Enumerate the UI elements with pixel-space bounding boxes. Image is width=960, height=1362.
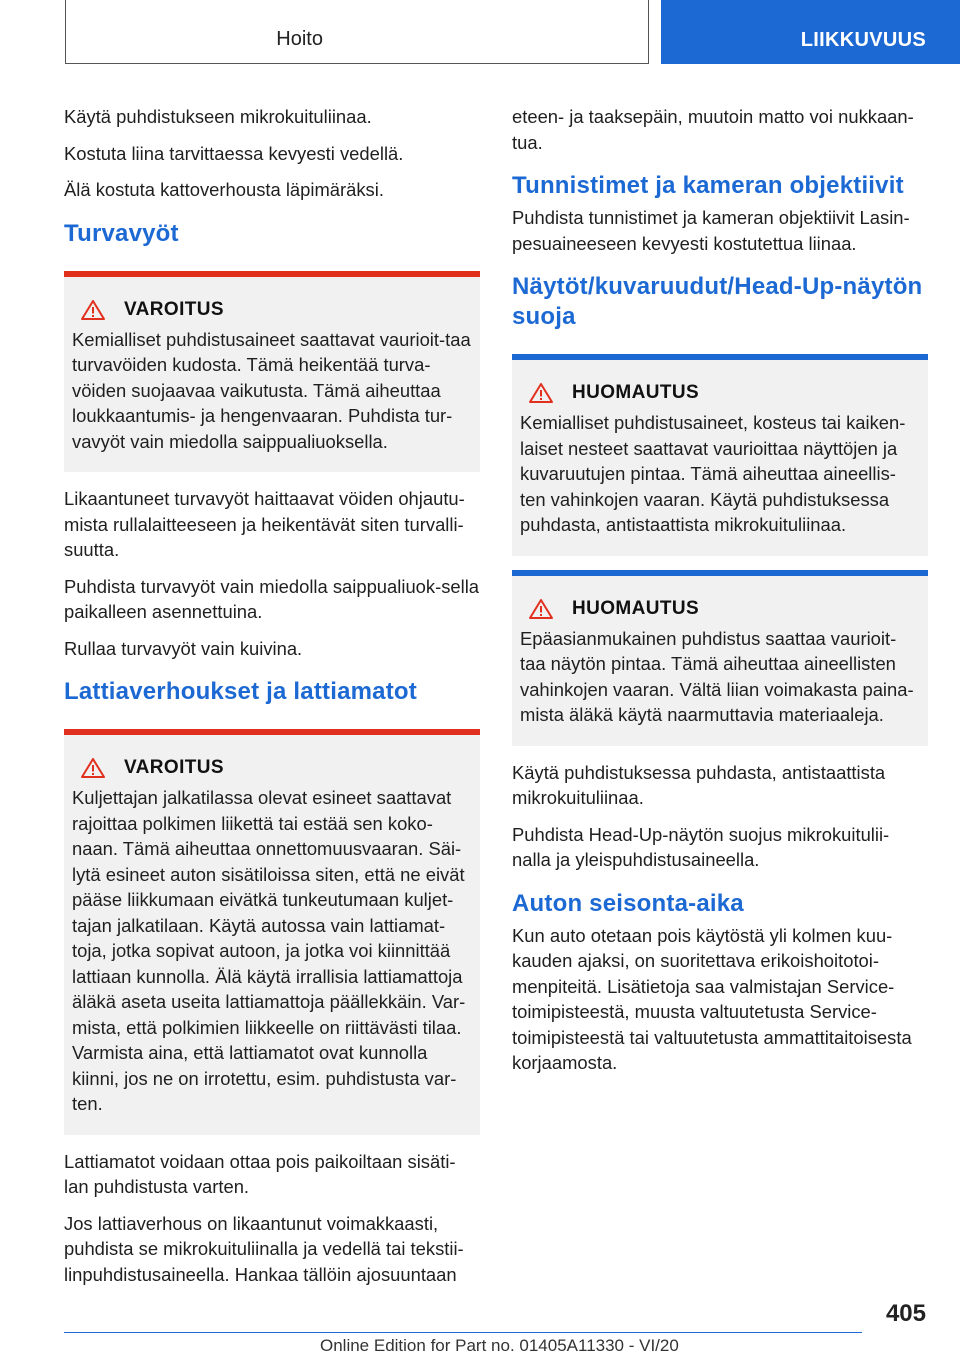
chapter-tab[interactable]: LIIKKUVUUS <box>661 0 960 64</box>
warning-triangle-icon <box>80 757 106 779</box>
footer-edition: Online Edition for Part no. 01405A11330 - VI/20 <box>320 1336 679 1355</box>
heading-floor: Lattiaverhoukset ja lattiamatot <box>64 678 417 705</box>
heading-sensors: Tunnistimet ja kameran objektiivit <box>512 172 904 199</box>
notice-box-displays-2 <box>512 570 928 746</box>
warning-title: VAROITUS <box>124 298 224 320</box>
paragraph: eteen- ja taaksepäin, muutoin matto voi nukkaan‐tua. <box>512 106 914 153</box>
paragraph: Kun auto otetaan pois käytöstä yli kolmen kuu‐kauden ajaksi, on suoritettava erikoishoitotoi‐menpiteitä. Lisätietoja saa valmistajan Service-toimipisteestä, muusta valtuutetusta Service-toimipisteestä tai valtuutetusta ammattitaitoisesta korjaamosta. <box>512 924 912 1073</box>
warning-triangle-icon <box>528 598 554 620</box>
notice-text: Kemialliset puhdistusaineet, kosteus tai kaiken‐laiset nesteet saattavat vaurioittaa näyttöjen ja kuvaruutujen pintaa. Tämä aiheuttaa aineellis‐ten vahinkojen vaaran. Käytä puhdistuksessa puhdasta, antistaattista mikrokuituliinaa. <box>520 412 906 535</box>
section-title: Hoito <box>276 28 323 50</box>
notice-title: HUOMAUTUS <box>572 382 700 403</box>
notice-title: HUOMAUTUS <box>572 597 700 619</box>
paragraph: Likaantuneet turvavyöt haittaavat vöiden ohjautu‐mista rullalaitteeseen ja heikentävät siten turvalli‐suutta. <box>64 488 465 560</box>
warning-triangle-icon <box>80 299 106 321</box>
notice-text: Epäasianmukainen puhdistus saattaa vaurioit‐taa näytön pintaa. Tämä aiheuttaa aineellisten vahinkojen vaaran. Vältä liian voimakasta paina‐mista äläkä käytä naarmuttavia materiaaleja. <box>520 627 914 725</box>
paragraph: Käytä puhdistuksessa puhdasta, antistaattista mikrokuituliinaa. <box>512 761 886 808</box>
warning-box-seatbelts <box>64 271 480 473</box>
heading-displays: Näytöt/kuvaruudut/Head-Up-näytön suoja <box>512 273 923 330</box>
heading-storage: Auton seisonta-aika <box>512 889 744 917</box>
paragraph: Rullaa turvavyöt vain kuivina. <box>64 637 303 659</box>
paragraph: Jos lattiaverhous on likaantunut voimakkaasti, puhdista se mikrokuituliinalla ja vedellä tai tekstii‐linpuhdistusaineella. Hankaa tällöin ajosuuntaan <box>64 1212 464 1285</box>
footer-divider <box>64 1332 862 1333</box>
warning-text: Kemialliset puhdistusaineet saattavat vaurioit‐taa turvavöiden kudosta. Tämä heikentää turva‐vöiden suojaavaa vaikutusta. Tämä aiheuttaa loukkaantumis- ja hengenvaaran. Puhdista tur‐vavyöt vain miedolla saippualiuoksella. <box>72 328 471 452</box>
paragraph: Puhdista Head-Up-näytön suojus mikrokuitulii‐nalla ja yleispuhdistusaineella. <box>512 823 890 870</box>
paragraph: Puhdista tunnistimet ja kameran objektiivit Lasin‐pesuaineeseen kevyesti kostutettua liinaa. <box>512 207 910 254</box>
paragraph: Älä kostuta kattoverhousta läpimäräksi. <box>64 179 384 200</box>
heading-seatbelts: Turvavyöt <box>64 219 179 247</box>
header-frame <box>65 0 649 64</box>
paragraph: Käytä puhdistukseen mikrokuituliinaa. <box>64 106 372 127</box>
notice-box-displays-1 <box>512 354 928 556</box>
warning-title: VAROITUS <box>124 757 224 778</box>
warning-box-floor <box>64 729 480 1135</box>
warning-text: Kuljettajan jalkatilassa olevat esineet saattavat rajoittaa polkimen liikettä tai estää sen koko‐naan. Tämä aiheuttaa onnettomuusvaaran. Säi‐lytä esineet auton sisätiloissa siten, että ne eivät pääse liikkumaan eivätkä tunkeutumaan kuljet‐tajan jalkatilaan. Käytä autossa vain lattiamat‐toja, jotka sopivat autoon, ja jotka voi kiinnittää lattiaan kunnolla. Älä käytä irrallisia lattiamattoja äläkä aseta useita lattiamattoja päällekkäin. Var‐mista, että polkimien liikkeelle on riittävästi tilaa. Varmista aina, että lattiamatot ovat kunnolla kiinni, jos ne on irrotettu, esim. puhdistusta var‐ten. <box>72 787 466 1114</box>
left-column <box>64 104 480 1298</box>
right-column <box>512 104 928 1087</box>
page-number: 405 <box>885 1300 926 1327</box>
warning-triangle-icon <box>528 382 554 404</box>
paragraph: Kostuta liina tarvittaessa kevyesti vedellä. <box>64 142 404 164</box>
paragraph: Lattiamatot voidaan ottaa pois paikoiltaan sisäti‐lan puhdistusta varten. <box>64 1150 456 1197</box>
paragraph: Puhdista turvavyöt vain miedolla saippualiuok‐sella paikalleen asennettuina. <box>64 575 480 622</box>
